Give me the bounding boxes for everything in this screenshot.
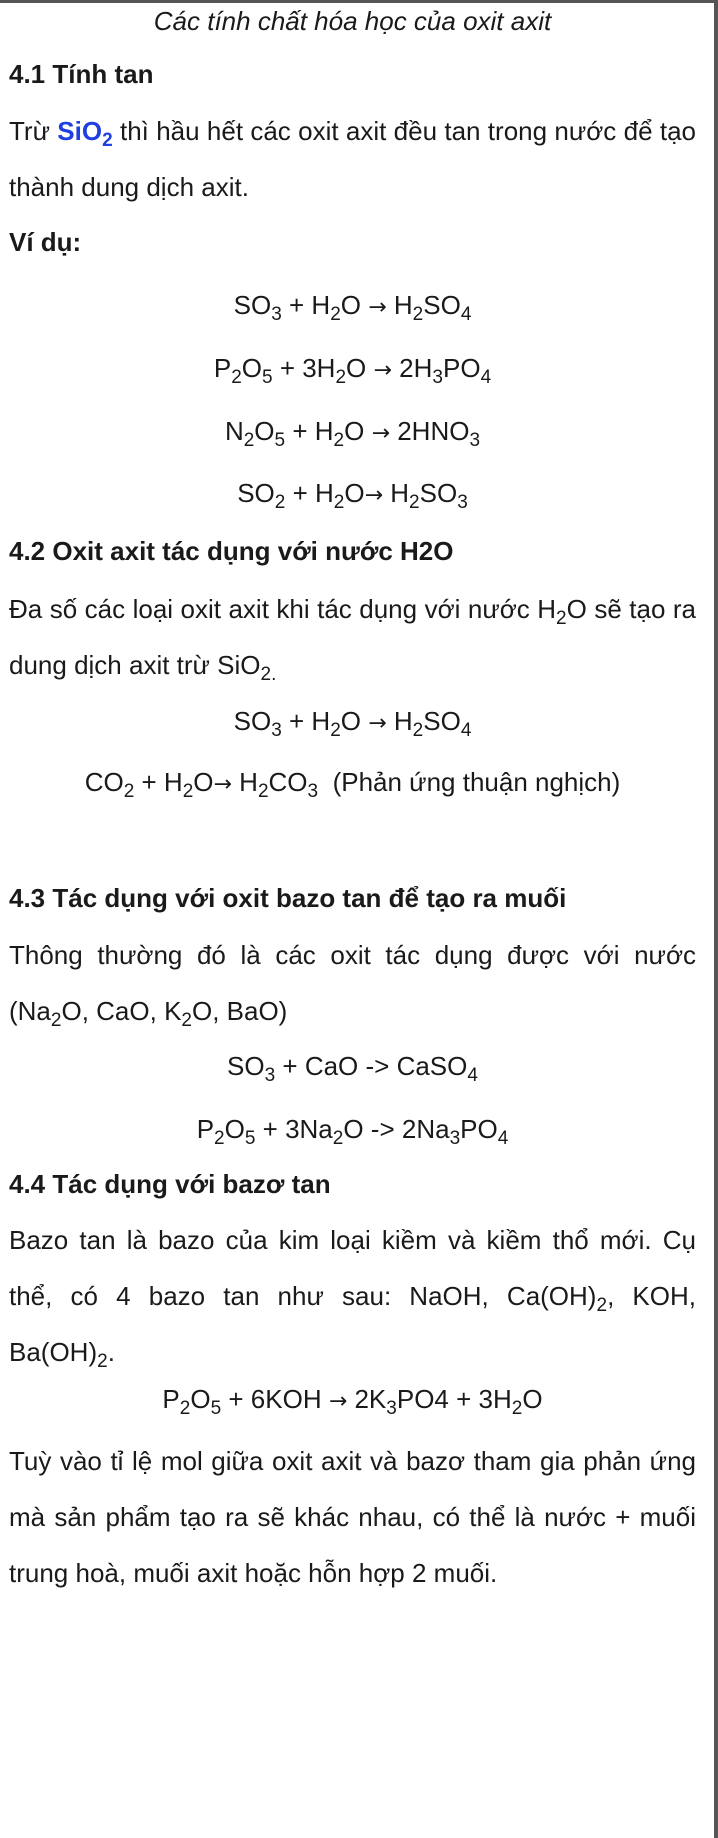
equation-term: O	[522, 1384, 543, 1414]
subscript: 2	[257, 781, 269, 802]
subscript: 2	[409, 492, 420, 513]
equation-term: + H	[134, 767, 183, 797]
equation-term: + H	[281, 290, 331, 320]
subscript: 2	[179, 1398, 191, 1419]
equation-term: + 3H	[272, 353, 336, 383]
subscript: 3	[264, 1065, 276, 1086]
example-label: Ví dụ:	[9, 227, 82, 257]
equation-term: P	[213, 353, 232, 383]
equation-3	[9, 413, 696, 452]
subscript: 2	[332, 1128, 344, 1149]
equation-term: SO	[423, 706, 461, 736]
subscript: 2	[412, 304, 424, 325]
equation-term: O	[346, 353, 374, 383]
equation-term: + H	[285, 478, 334, 508]
text-segment: thì hầu hết các oxit axit đều tan trong nước để tạo thành dung dịch axit.	[9, 116, 696, 202]
equation-term: PO	[460, 1114, 498, 1144]
equation-1	[9, 287, 696, 326]
equation-term: + 3Na	[255, 1114, 333, 1144]
text-segment: Đa số các loại oxit axit khi tác dụng với nước H	[9, 594, 557, 624]
subscript: 2	[330, 720, 341, 741]
section-4-2-paragraph	[9, 581, 696, 693]
subscript: 4	[460, 720, 472, 741]
subscript: 3	[386, 1398, 397, 1419]
section-4-2-title: 4.2 Oxit axit tác dụng với nước H2O	[9, 536, 454, 566]
subscript: 4	[460, 304, 472, 325]
subscript: 2	[335, 367, 347, 388]
subscript: 2	[182, 781, 194, 802]
subscript: 3	[457, 492, 468, 513]
subscript: 2	[330, 304, 341, 325]
text-segment: O, CaO, K	[61, 996, 182, 1026]
arrow-icon: →	[368, 711, 387, 736]
arrow-icon: →	[328, 1389, 348, 1414]
text-segment: Trừ	[9, 116, 58, 146]
equation-term: P	[196, 1114, 215, 1144]
text-segment: Thông thường đó là các oxit tác dụng được với nước (Na	[9, 940, 696, 1026]
section-4-1-paragraph	[9, 103, 696, 215]
equation-term: CO	[84, 767, 124, 797]
subscript: 2	[596, 1295, 608, 1316]
equation-term: + H	[285, 416, 334, 446]
subscript: 2.	[260, 664, 277, 685]
equation-term: H	[386, 290, 413, 320]
equation-term: N	[224, 416, 244, 446]
section-4-4-title: 4.4 Tác dụng với bazơ tan	[9, 1169, 331, 1199]
equation-term: O	[340, 706, 369, 736]
subscript: 5	[210, 1398, 222, 1419]
reversible-note: (Phản ứng thuận nghịch)	[332, 767, 621, 797]
subscript: 5	[262, 367, 273, 388]
subscript: 4	[497, 1128, 509, 1149]
equation-term: O	[190, 1384, 211, 1414]
equation-term: O	[254, 416, 275, 446]
equation-term: + CaO -> CaSO	[275, 1051, 468, 1081]
equation-term: PO	[442, 353, 481, 383]
subscript: 3	[307, 781, 319, 802]
equation-term: O	[340, 290, 369, 320]
subscript: 4	[480, 367, 492, 388]
equation-6-row	[9, 764, 696, 803]
equation-term: H	[231, 767, 258, 797]
equation-term: O	[344, 478, 365, 508]
equation-term: SO	[237, 478, 275, 508]
text-segment: .	[107, 1337, 115, 1367]
document-caption: Các tính chất hóa học của oxit axit	[153, 6, 552, 36]
text-segment: O sẽ tạo ra dung dịch axit trừ SiO	[9, 594, 696, 680]
equation-8	[9, 1111, 696, 1147]
equation-term: H	[386, 706, 413, 736]
subscript: 2	[412, 720, 424, 741]
equation-term: H	[383, 478, 410, 508]
equation-7	[9, 1048, 696, 1084]
arrow-icon: →	[373, 358, 392, 383]
arrow-icon: →	[364, 483, 384, 508]
equation-term: O	[193, 767, 214, 797]
subscript: 3	[469, 430, 481, 451]
subscript: 3	[449, 1128, 461, 1149]
subscript: 4	[467, 1065, 478, 1086]
content	[9, 3, 696, 1588]
equation-term: P	[162, 1384, 180, 1414]
arrow-icon: →	[368, 295, 387, 320]
equation-term: O	[344, 416, 372, 446]
arrow-icon: →	[371, 421, 390, 446]
equation-term: 2K	[347, 1384, 387, 1414]
equation-term: 2HNO	[390, 416, 470, 446]
text-segment: SiO	[57, 116, 103, 146]
arrow-icon: →	[213, 772, 232, 797]
section-4-3-title: 4.3 Tác dụng với oxit bazo tan để tạo ra muối	[9, 883, 567, 913]
equation-term: O -> 2Na	[343, 1114, 450, 1144]
subscript: 2	[181, 1010, 192, 1031]
subscript: 3	[271, 720, 282, 741]
subscript: 2	[97, 1351, 108, 1372]
equation-term: O	[241, 353, 263, 383]
subscript: 2	[243, 430, 255, 451]
subscript: 3	[271, 304, 282, 325]
equation-term: SO	[227, 1051, 265, 1081]
text-segment: O, BaO)	[191, 996, 288, 1026]
subscript: 2	[274, 492, 286, 513]
section-4-1-title: 4.1 Tính tan	[9, 59, 154, 89]
equation-term: SO	[419, 478, 458, 508]
equation-term: O	[224, 1114, 245, 1144]
subscript: 3	[432, 367, 443, 388]
section-4-3-paragraph	[9, 927, 696, 1039]
equation-term: SO	[423, 290, 461, 320]
equation-4	[9, 475, 696, 514]
subscript: 2	[50, 1010, 62, 1031]
text-segment: , KOH, Ba(OH)	[9, 1281, 696, 1367]
text-segment: Bazo tan là bazo của kim loại kiềm và kiềm thổ mới. Cụ thể, có 4 bazo tan như sau: NaOH, Ca(OH)	[9, 1225, 696, 1311]
subscript: 2	[214, 1128, 225, 1149]
equation-2	[9, 350, 696, 389]
equation-5	[9, 703, 696, 742]
section-4-4-paragraph-2: Tuỳ vào tỉ lệ mol giữa oxit axit và bazơ tham gia phản ứng mà sản phẩm tạo ra sẽ khác nhau, có thể là nước + muối trung hoà, muối axit hoặc hỗn hợp 2 muối.	[9, 1446, 696, 1588]
equation-9	[9, 1381, 696, 1420]
subscript: 5	[244, 1128, 256, 1149]
subscript: 2	[333, 492, 345, 513]
equation-term: SO	[233, 290, 272, 320]
section-4-4-paragraph-1	[9, 1212, 696, 1380]
subscript: 2	[123, 781, 135, 802]
equation-term: PO4 + 3H	[396, 1384, 512, 1414]
subscript: 2	[333, 430, 345, 451]
equation-term: + 6KOH	[221, 1384, 329, 1414]
equation-6	[84, 767, 319, 802]
equation-term: CO	[268, 767, 308, 797]
equation-term: 2H	[391, 353, 433, 383]
subscript: 2	[231, 367, 242, 388]
subscript: 5	[274, 430, 286, 451]
subscript: 2	[102, 130, 113, 151]
subscript: 2	[556, 608, 567, 629]
sio2-highlight	[57, 116, 113, 151]
equation-term: SO	[233, 706, 272, 736]
equation-term: + H	[281, 706, 331, 736]
subscript: 2	[511, 1398, 523, 1419]
